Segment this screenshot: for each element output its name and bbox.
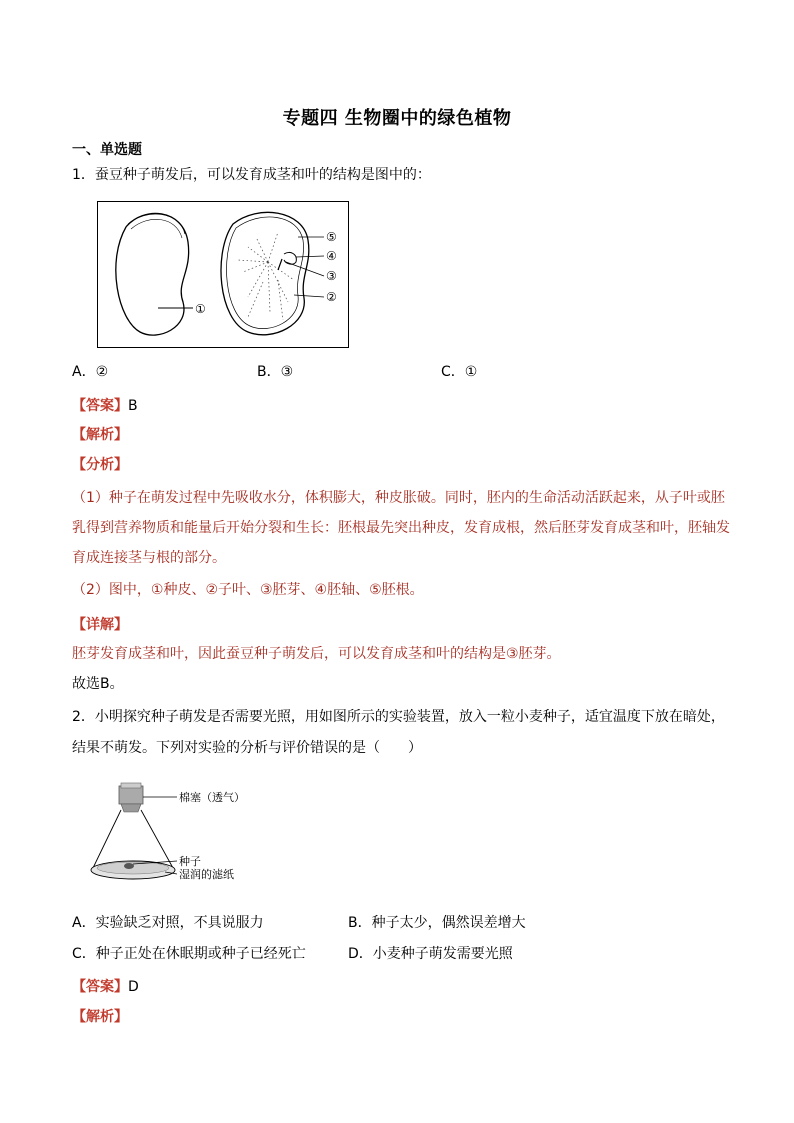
q1-option-b: B．③ — [257, 364, 294, 380]
q1-option-c: C．① — [441, 364, 478, 380]
q1-stem: 1．蚕豆种子萌发后，可以发育成茎和叶的结构是图中的： — [72, 167, 431, 183]
q2-stem: 2．小明探究种子萌发是否需要光照，用如图所示的实验装置，放入一粒小麦种子，适宜温度下放在暗处，结果不萌发。下列对实验的分析与评价错误的是（ ） — [72, 709, 725, 756]
q2-option-c: C．种子正处在休眠期或种子已经死亡 — [72, 946, 306, 962]
page-title: 专题四 生物圈中的绿色植物 — [282, 108, 512, 129]
q1-seed-figure — [97, 201, 349, 348]
label-5: ⑤ — [326, 230, 337, 244]
answer-value: D — [128, 979, 139, 995]
q1-analysis-2: （2）图中，①种皮、②子叶、③胚芽、④胚轴、⑤胚根。 — [72, 582, 424, 598]
answer-tag: 【答案】 — [72, 979, 128, 995]
section-heading: 一、单选题 — [72, 142, 142, 158]
q1-detail-tag: 【详解】 — [72, 617, 128, 633]
label-3: ③ — [326, 269, 337, 283]
label-cotton: 棉塞（透气） — [179, 791, 245, 804]
q1-analysis-1: （1）种子在萌发过程中先吸收水分，体积膨大，种皮胀破。同时，胚内的生命活动活跃起来，从子叶或胚乳得到营养物质和能量后开始分裂和生长：胚根最先突出种皮，发育成根，然后胚芽发育成茎和叶，胚轴发育成连接茎与根的部分。 — [72, 490, 730, 566]
label-2: ② — [326, 290, 337, 304]
q2-option-b: B．种子太少，偶然误差增大 — [348, 915, 526, 931]
answer-tag: 【答案】 — [72, 398, 128, 414]
q2-experiment-figure — [85, 780, 265, 890]
q1-conclusion: 故选B。 — [72, 676, 124, 692]
q2-answer — [72, 975, 139, 999]
label-1: ① — [195, 302, 206, 316]
q1-option-a: A．② — [72, 364, 109, 380]
answer-value: B — [128, 398, 138, 414]
label-paper: 湿润的滤纸 — [179, 868, 234, 881]
bean-seed-diagram — [98, 202, 348, 347]
label-seed: 种子 — [179, 855, 201, 868]
q2-option-d: D．小麦种子萌发需要光照 — [348, 946, 513, 962]
q1-detail: 胚芽发育成茎和叶，因此蚕豆种子萌发后，可以发育成茎和叶的结构是③胚芽。 — [72, 646, 561, 662]
q1-answer — [72, 394, 138, 418]
label-4: ④ — [326, 249, 337, 263]
funnel-apparatus-diagram — [85, 780, 265, 890]
q1-fenxi-tag: 【分析】 — [72, 457, 128, 473]
q2-analysis-tag: 【解析】 — [72, 1009, 128, 1025]
q2-option-a: A．实验缺乏对照，不具说服力 — [72, 915, 264, 931]
q1-analysis-tag: 【解析】 — [72, 427, 128, 443]
